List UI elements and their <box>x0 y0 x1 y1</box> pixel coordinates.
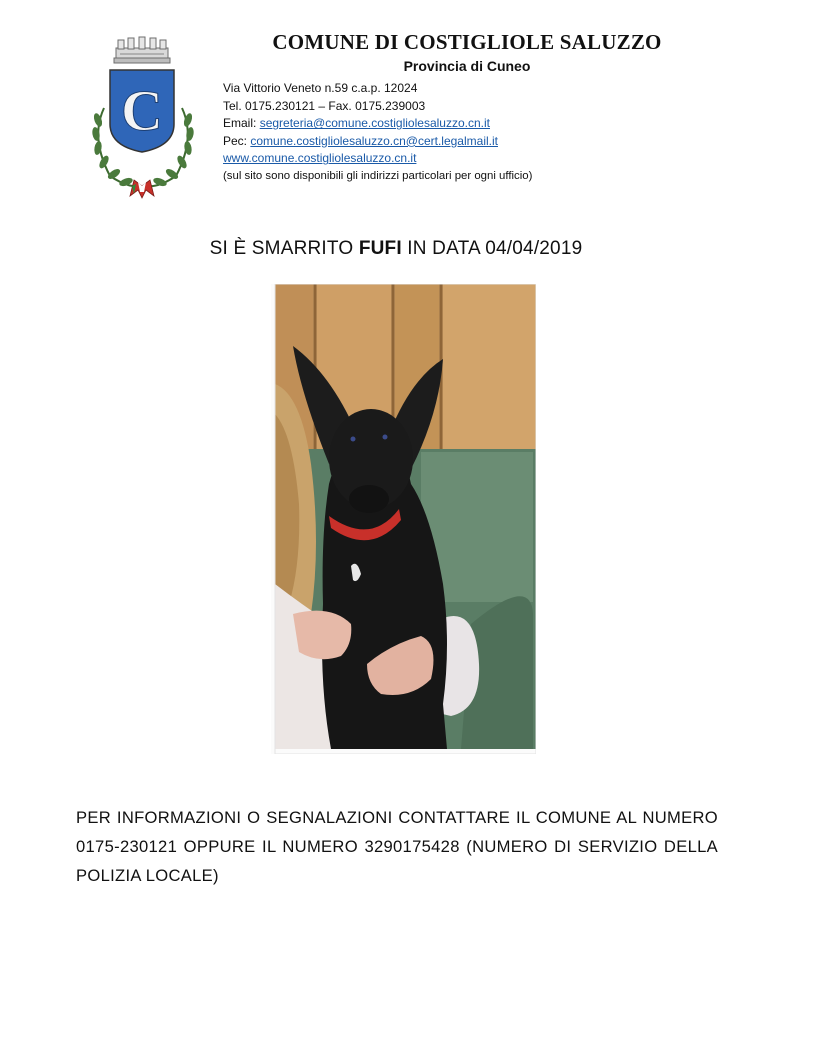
dog-name: FUFI <box>358 238 402 259</box>
headline-prefix: SI È SMARRITO <box>209 238 359 259</box>
municipal-crest-icon <box>84 28 204 200</box>
crown-icon <box>114 37 170 63</box>
contact-block <box>223 80 693 186</box>
pec-line <box>223 133 693 151</box>
email-line <box>223 115 693 133</box>
pec-label: Pec: <box>223 133 251 148</box>
email-link[interactable]: segreteria@comune.costigliolesaluzzo.cn.it <box>259 116 490 131</box>
pec-link[interactable]: comune.costigliolesaluzzo.cn@cert.legalmail.it <box>250 133 498 148</box>
email-label: Email: <box>223 116 260 131</box>
headline-suffix: IN DATA 04/04/2019 <box>401 238 583 259</box>
municipality-title: COMUNE DI COSTIGLIOLE SALUZZO <box>272 30 662 54</box>
ribbon-icon <box>130 180 154 198</box>
lost-dog-headline <box>0 238 792 260</box>
province-subtitle: Provincia di Cuneo <box>403 58 531 74</box>
website-link[interactable]: www.comune.costigliolesaluzzo.cn.it <box>223 151 417 166</box>
phone-fax-line: Tel. 0175.230121 – Fax. 0175.239003 <box>223 98 426 113</box>
website-line <box>223 150 693 168</box>
address-line: Via Vittorio Veneto n.59 c.a.p. 12024 <box>223 81 418 95</box>
contact-instructions: PER INFORMAZIONI O SEGNALAZIONI CONTATTARE IL COMUNE AL NUMERO 0175-230121 OPPURE IL NUMERO 3290175428 (NUMERO DI SERVIZIO DELLA POLIZIA LOCALE) <box>76 808 718 885</box>
website-note: (sul sito sono disponibili gli indirizzi particolari per ogni ufficio) <box>223 169 533 182</box>
dog-photo <box>271 284 536 754</box>
crest-letter: C <box>121 78 163 143</box>
